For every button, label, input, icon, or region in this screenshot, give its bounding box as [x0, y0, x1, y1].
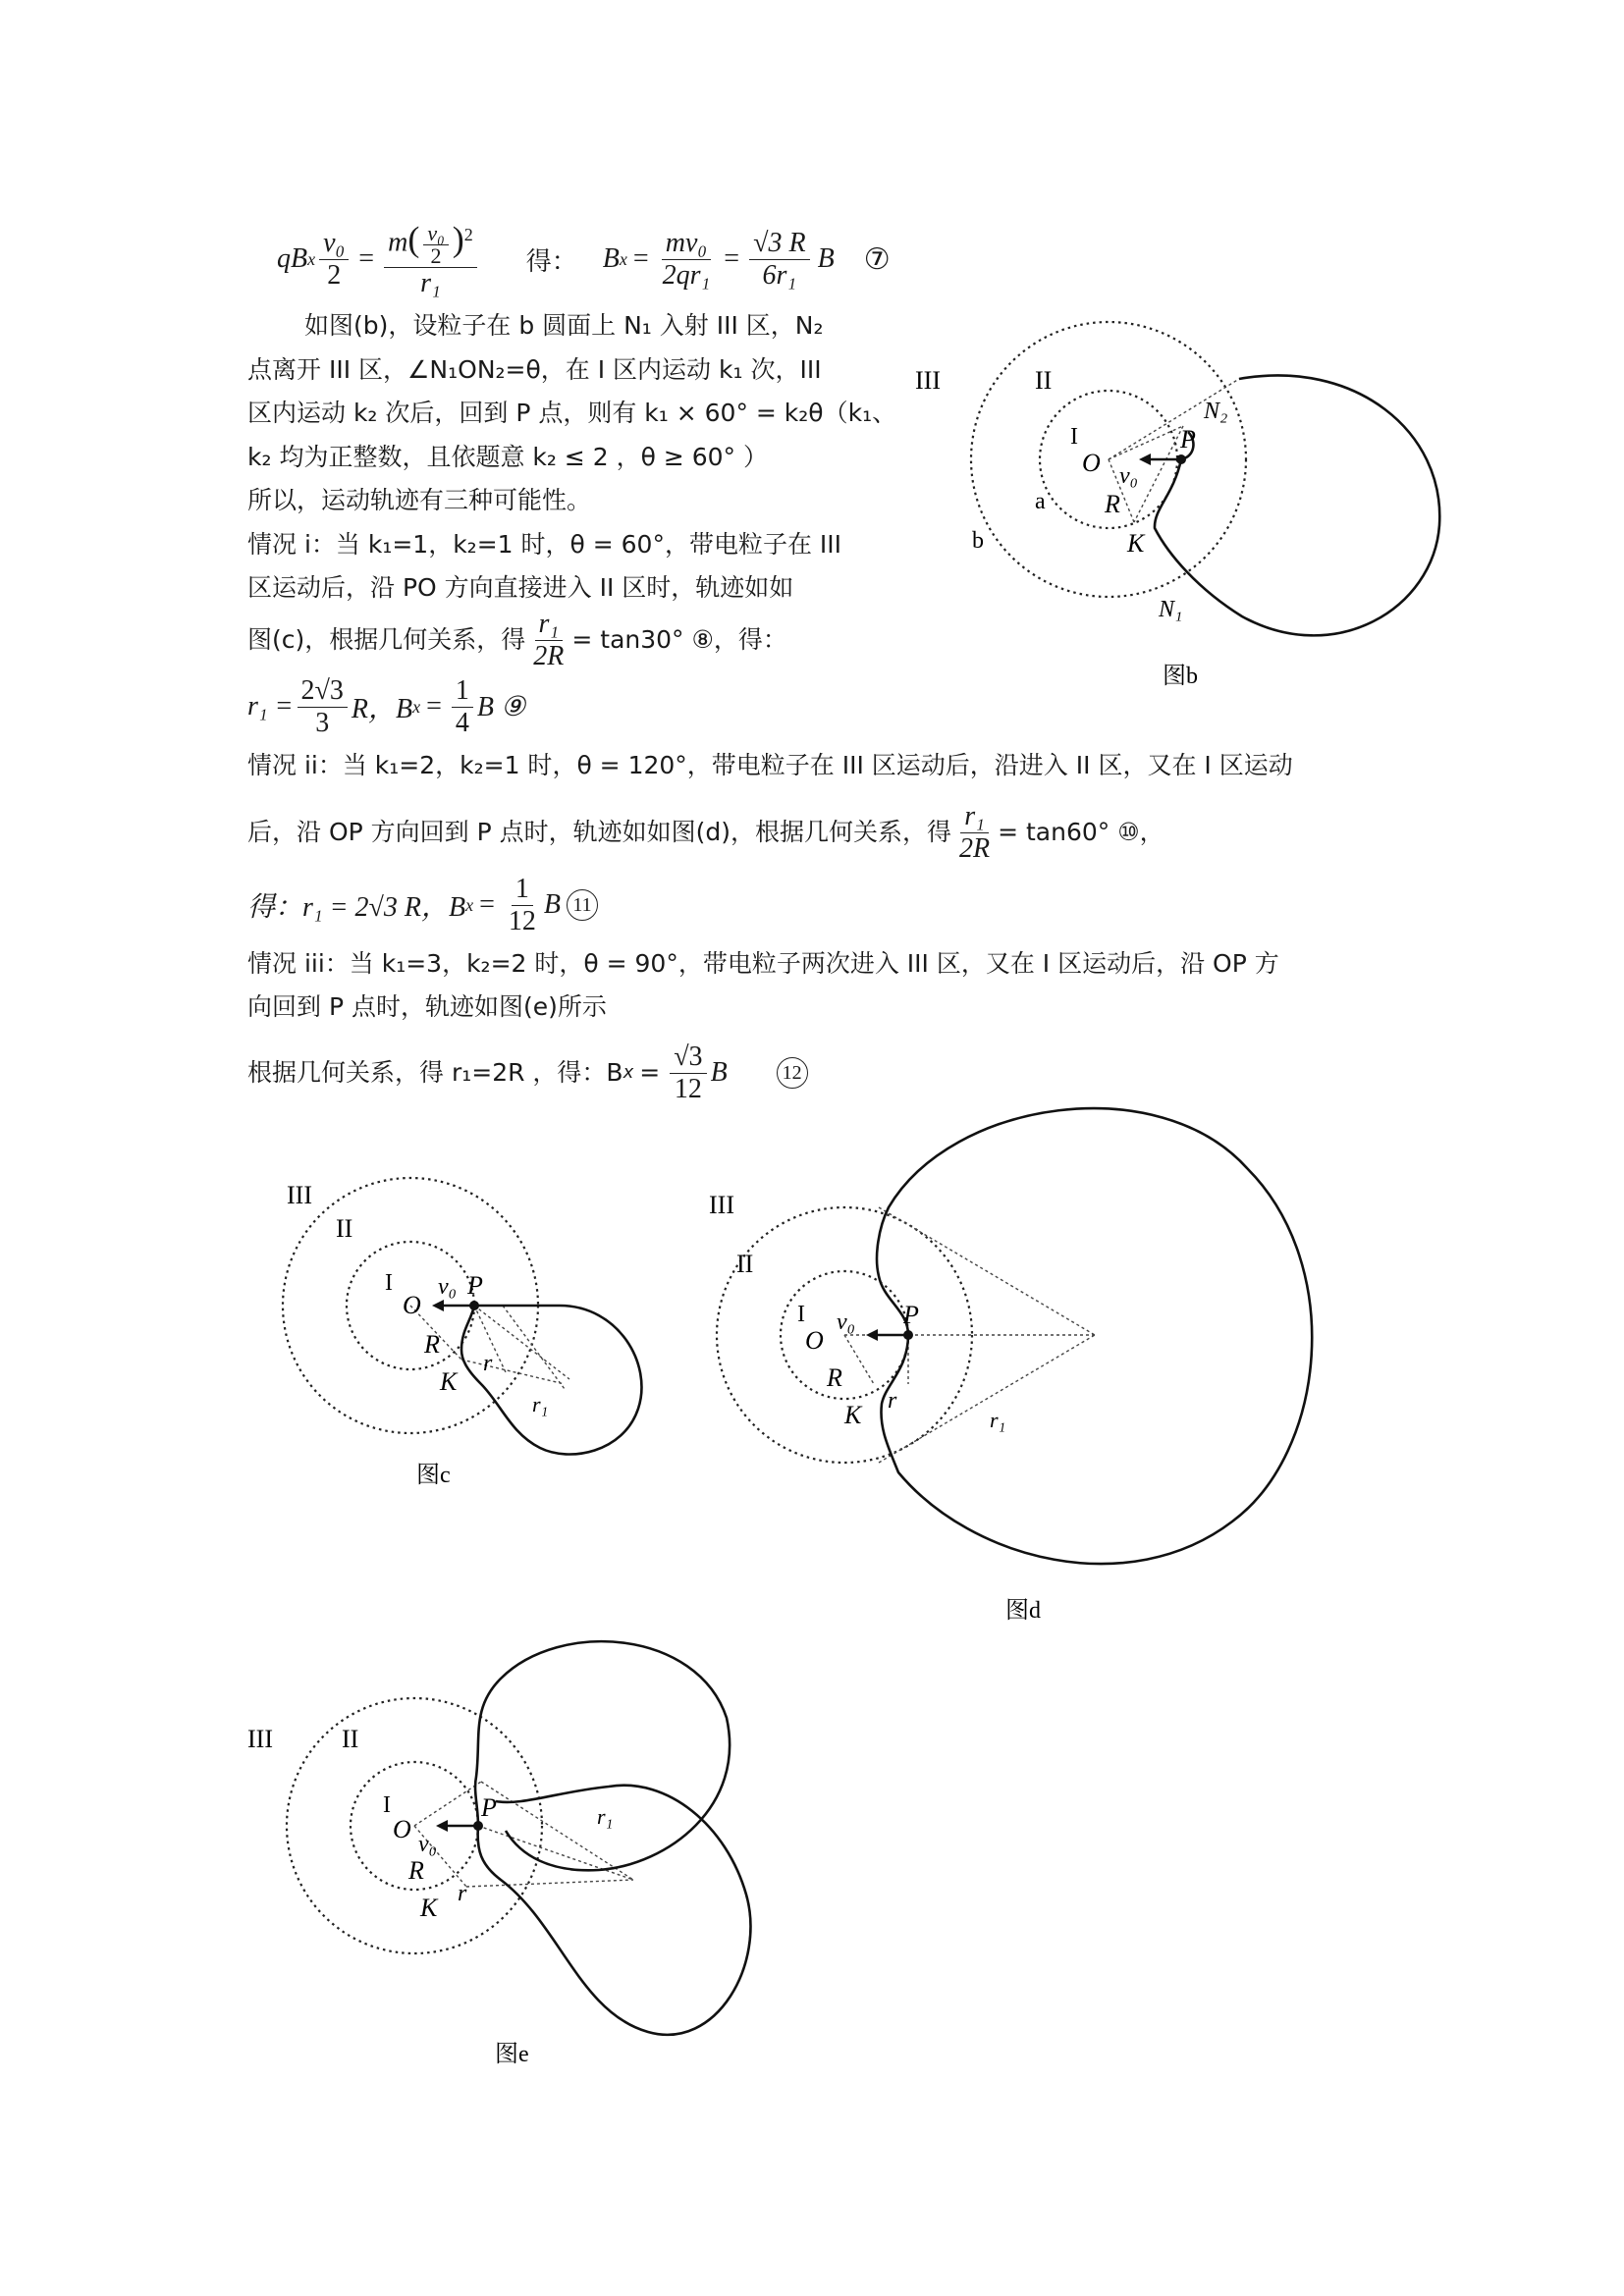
caption-fig-c: 图c — [416, 1463, 451, 1488]
fraction-1-over-4: $\frac{1}{4}$ — [452, 675, 473, 739]
label-O: O — [403, 1291, 421, 1319]
equation-number-11: 11 — [567, 889, 598, 921]
fraction-sqrt3R-over-6r1: $\frac{√3 R}{\text{6r₁}}$ — [749, 228, 809, 292]
label-r: r — [483, 1351, 493, 1376]
fraction-2sqrt3-over-3: $\frac{2√3}{3}$ — [298, 675, 348, 739]
figure-e — [236, 1629, 785, 2081]
equation-number-7: ⑦ — [863, 242, 891, 276]
label-P: P — [481, 1793, 497, 1822]
label-v0: v₀ — [837, 1309, 855, 1335]
label-O: O — [805, 1326, 824, 1355]
case1-result: r₁ = $\frac{2√3}{3}$ R，B x = $\frac{1}{4}$ B ⑨ — [247, 674, 526, 738]
fraction-r1-over-2R-b: $\frac{\text{r₁}}{2R}$ — [959, 800, 991, 864]
fraction-v0-over-2: $\frac{\text{v₀}}{2}$ — [319, 228, 349, 292]
case3-line3: 根据几何关系，得 r₁=2R ，得：B x = $\frac{√3}{12}$ B 12 — [247, 1029, 808, 1117]
label-r: r — [458, 1881, 467, 1906]
label-R: R — [1105, 490, 1120, 518]
label-K: K — [1127, 529, 1145, 558]
paragraph-fig-b — [247, 304, 896, 611]
case2-line1: 情况 ii：当 k₁=2，k₂=1 时，θ = 120°，带电粒子在 III 区运动后，沿进入 II 区，又在 I 区运动 — [247, 751, 1293, 779]
label-r: r — [888, 1388, 897, 1414]
label-I: I — [797, 1302, 805, 1327]
label-O: O — [1082, 449, 1101, 477]
fraction-mv0-over-2qr1: $\frac{\text{mv₀}}{\text{2qr₁}}$ — [662, 227, 711, 291]
label-r1: r₁ — [990, 1408, 1006, 1432]
label-a: a — [1035, 489, 1046, 514]
para-line-5: 所以，运动轨迹有三种可能性。 — [247, 486, 592, 514]
label-III: III — [915, 366, 941, 395]
trajectory-fig-d — [877, 1108, 1312, 1564]
label-b: b — [972, 528, 984, 554]
trajectory-fig-b — [1155, 375, 1439, 635]
label-P: P — [1180, 425, 1196, 454]
figure-b — [903, 294, 1453, 707]
case2-result: 得：r₁ = 2√3 R，B x = $\frac{1}{12}$ B 11 — [247, 866, 598, 944]
case1-line: 图(c)，根据几何关系，得 $\frac{\text{r₁}}{2R}$ = tan30° ⑧，得： — [247, 608, 787, 671]
label-R: R — [827, 1363, 842, 1392]
caption-fig-e: 图e — [495, 2042, 529, 2067]
label-R: R — [424, 1330, 440, 1359]
equation-number-12: 12 — [777, 1057, 808, 1089]
fraction-mv-squared-over-r1: m( $\frac{\text{v₀}}{2}$ )$^2$ r₁ — [384, 219, 477, 298]
label-P: P — [903, 1301, 919, 1329]
eq-B: B — [291, 243, 308, 274]
label-II: II — [342, 1725, 359, 1753]
label-II: II — [336, 1214, 353, 1243]
figure-d — [697, 1099, 1384, 1629]
label-II: II — [736, 1250, 754, 1278]
label-III: III — [709, 1191, 734, 1219]
label-K: K — [844, 1401, 862, 1429]
para-line-6: 情况 i：当 k₁=1，k₂=1 时，θ = 60°，带电粒子在 III — [247, 529, 842, 559]
case2-line2: 后，沿 OP 方向回到 P 点时，轨迹如如图(d)，根据几何关系，得 $\frac{\text{r₁}}{2R}$ = tan60° ⑩， — [247, 800, 1164, 864]
fraction-r1-over-2R: $\frac{\text{r₁}}{2R}$ — [533, 608, 565, 671]
label-P: P — [467, 1271, 483, 1300]
label-r1: r₁ — [597, 1804, 614, 1829]
figure-c — [275, 1158, 687, 1531]
trajectory-fig-e-upper — [475, 1641, 730, 1870]
eq-q: q — [277, 243, 291, 274]
label-III: III — [287, 1181, 312, 1209]
caption-fig-b: 图b — [1163, 664, 1198, 689]
label-v0: v₀ — [1119, 463, 1138, 489]
label-K: K — [440, 1367, 458, 1396]
case3-line1: 情况 iii：当 k₁=3，k₂=2 时，θ = 90°，带电粒子两次进入 III 区，又在 I 区运动后，沿 OP 方 — [247, 949, 1279, 978]
label-N2: N₂ — [1204, 399, 1228, 424]
para-line-3: 区内运动 k₂ 次后，回到 P 点，则有 k₁ × 60° = k₂θ（k₁、 — [247, 399, 897, 427]
trajectory-fig-c — [461, 1306, 641, 1455]
para-line-1: 如图(b)，设粒子在 b 圆面上 N₁ 入射 III 区，N₂ — [304, 311, 824, 340]
fraction-1-over-12: $\frac{1}{12}$ — [508, 873, 536, 936]
label-r1: r₁ — [532, 1392, 549, 1416]
label-v0: v₀ — [418, 1832, 437, 1857]
trajectory-fig-e-lower — [478, 1786, 751, 2035]
para-line-4: k₂ 均为正整数，且依题意 k₂ ≤ 2 ，θ ≥ 60° ） — [247, 442, 768, 471]
caption-fig-d: 图d — [1005, 1598, 1041, 1624]
para-line-2: 点离开 III 区，∠N₁ON₂=θ，在 I 区内运动 k₁ 次，III — [247, 354, 822, 384]
label-I: I — [385, 1270, 393, 1296]
case3-line2: 向回到 P 点时，轨迹如图(e)所示 — [247, 992, 607, 1021]
label-II: II — [1035, 366, 1053, 395]
label-N1: N₁ — [1159, 597, 1183, 622]
equation-7: q B x $\frac{\text{v₀}}{2}$ = m( $\frac{\text{v₀}}{2}$ )$^2$ r₁ 得： B x = $\frac{\text{mv₀}}{\text{2qr₁}}$ = $\frac{√3 R}{\text{6r₁}}$ B ⑦ — [277, 219, 891, 298]
eq-x-sub: x — [307, 248, 316, 269]
label-O: O — [393, 1815, 411, 1843]
label-III: III — [247, 1725, 273, 1753]
label-v0: v₀ — [438, 1274, 457, 1300]
label-R: R — [408, 1856, 424, 1885]
fraction-sqrt3-over-12: $\frac{√3}{12}$ — [670, 1041, 706, 1105]
para-line-7: 区运动后，沿 PO 方向直接进入 II 区时，轨迹如如 — [247, 573, 794, 602]
label-I: I — [1070, 424, 1078, 450]
label-K: K — [420, 1894, 438, 1922]
label-I: I — [383, 1792, 391, 1818]
